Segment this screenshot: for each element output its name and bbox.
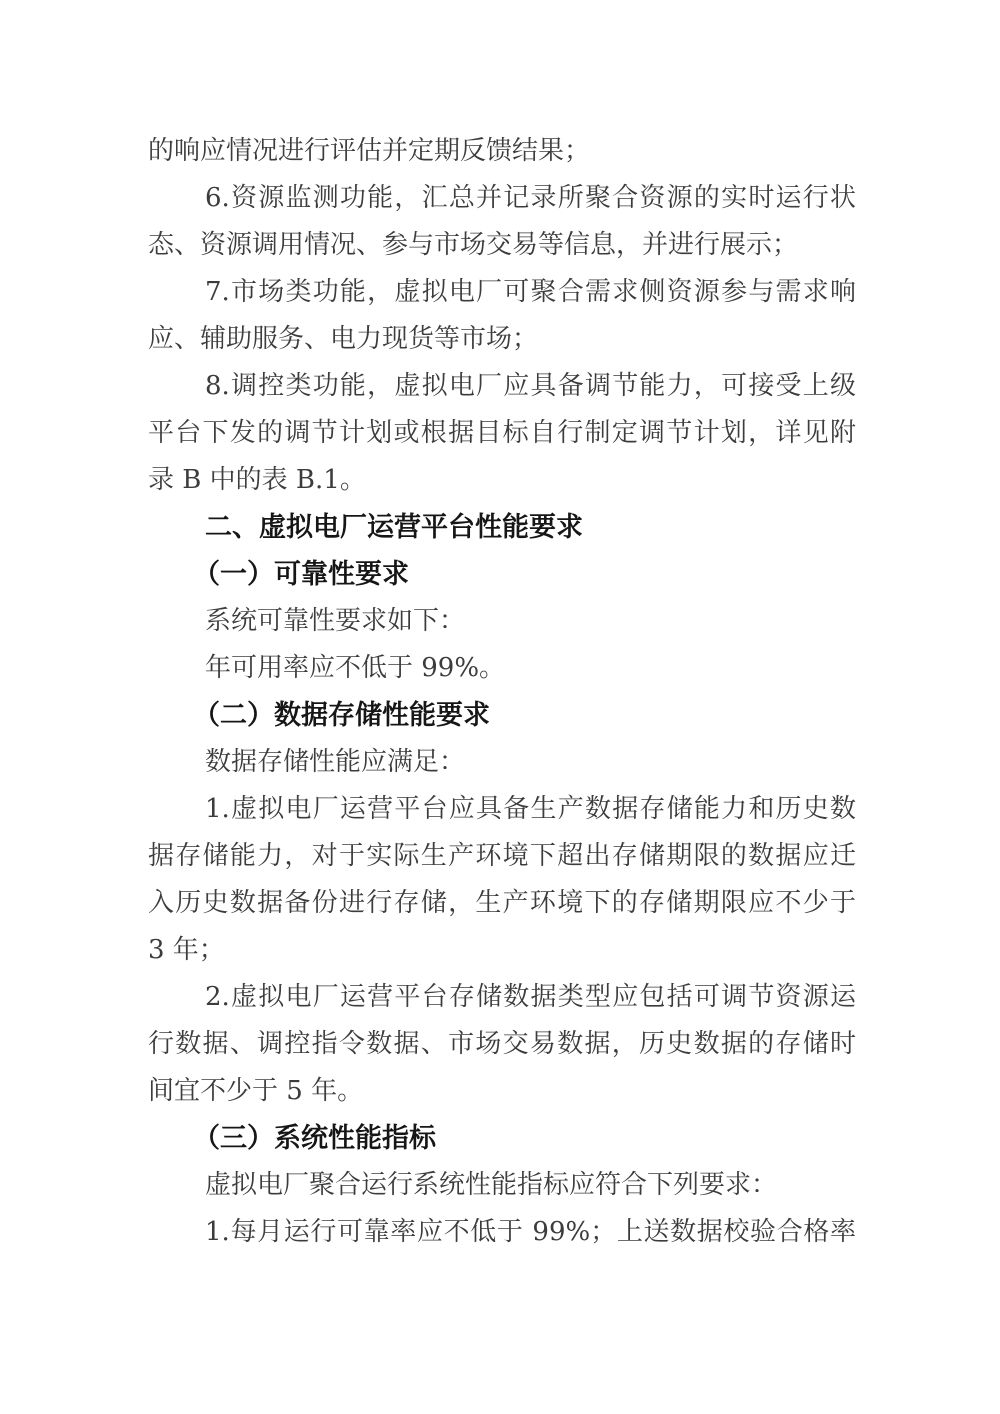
text-line: 行数据、调控指令数据、市场交易数据，历史数据的存储时 bbox=[148, 1029, 856, 1059]
text-line: 入历史数据备份进行存储，生产环境下的存储期限应不少于 bbox=[148, 888, 856, 918]
text-line: 平台下发的调节计划或根据目标自行制定调节计划，详见附 bbox=[148, 418, 856, 448]
text-line: 8.调控类功能，虚拟电厂应具备调节能力，可接受上级 bbox=[205, 371, 856, 401]
text-line: 应、辅助服务、电力现货等市场； bbox=[148, 324, 539, 354]
text-line: 的响应情况进行评估并定期反馈结果； bbox=[148, 136, 591, 166]
text-line: 6.资源监测功能，汇总并记录所聚合资源的实时运行状 bbox=[205, 183, 856, 213]
text-line: 7.市场类功能，虚拟电厂可聚合需求侧资源参与需求响 bbox=[205, 277, 856, 307]
text-line: 虚拟电厂聚合运行系统性能指标应符合下列要求： bbox=[205, 1170, 778, 1200]
text-line: 录 B 中的表 B.1。 bbox=[148, 465, 366, 495]
document-content bbox=[148, 128, 856, 1256]
text-line: 3 年； bbox=[148, 935, 225, 965]
text-line: 据存储能力，对于实际生产环境下超出存储期限的数据应迁 bbox=[148, 841, 856, 871]
text-line: 间宜不少于 5 年。 bbox=[148, 1076, 364, 1106]
heading-line: （三）系统性能指标 bbox=[193, 1123, 436, 1154]
heading-line: （一）可靠性要求 bbox=[193, 559, 409, 590]
heading-line: （二）数据存储性能要求 bbox=[193, 700, 490, 731]
text-line: 数据存储性能应满足： bbox=[205, 747, 466, 777]
text-line: 系统可靠性要求如下： bbox=[205, 606, 466, 636]
text-line: 态、资源调用情况、参与市场交易等信息，并进行展示； bbox=[148, 230, 799, 260]
text-line: 2.虚拟电厂运营平台存储数据类型应包括可调节资源运 bbox=[205, 982, 856, 1012]
text-line: 年可用率应不低于 99%。 bbox=[205, 653, 506, 683]
text-line: 1.虚拟电厂运营平台应具备生产数据存储能力和历史数 bbox=[205, 794, 856, 824]
text-line: 1.每月运行可靠率应不低于 99%；上送数据校验合格率 bbox=[205, 1217, 856, 1247]
heading-line: 二、虚拟电厂运营平台性能要求 bbox=[205, 512, 583, 543]
